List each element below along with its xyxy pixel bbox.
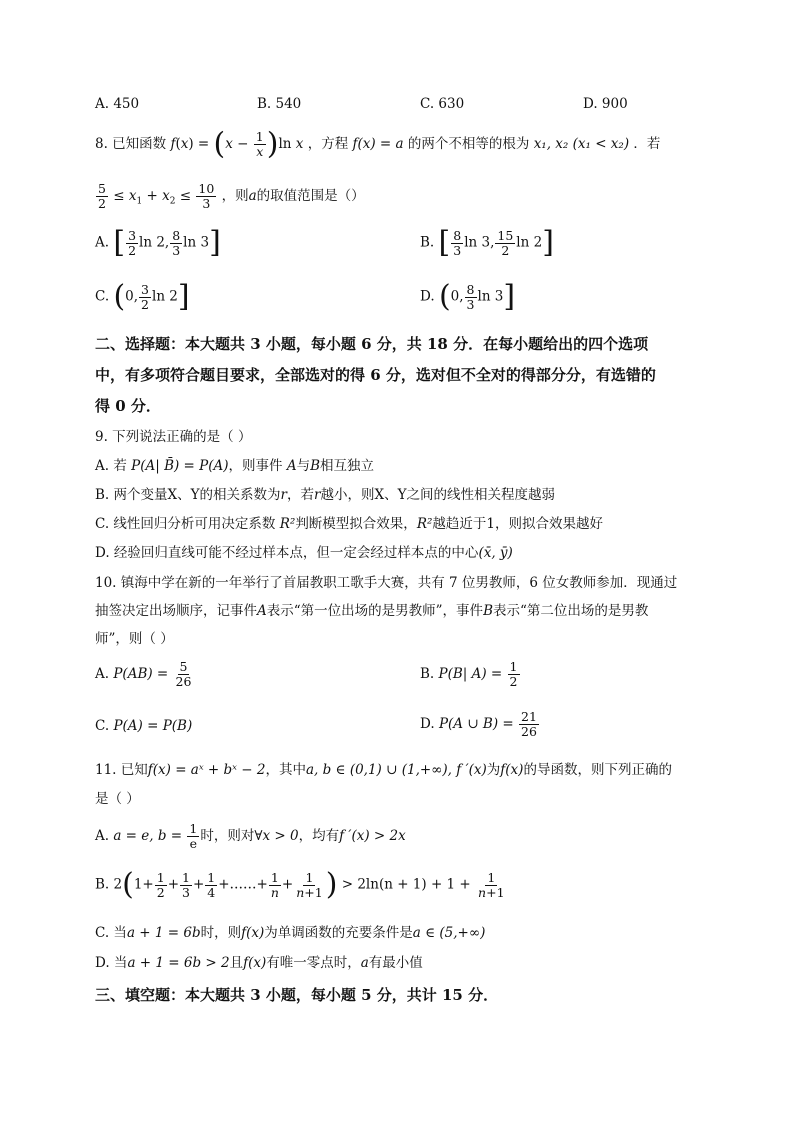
q11-func: f(x) = aˣ + bˣ − 2 — [147, 762, 266, 778]
q11-b-coef: 2 — [113, 876, 123, 893]
q11-a-forall: ∀x > 0 — [254, 828, 299, 844]
q11-c-set: a ∈ (5,+∞) — [412, 925, 486, 941]
q10-line1: 10. 镇海中学在新的一年举行了首届教职工歌手大赛，共有 7 位男教师，6 位女教师参加．现通过 — [95, 575, 678, 591]
q10-d-den: 26 — [521, 724, 537, 739]
q8-text1: ，方程 — [307, 136, 349, 152]
q9-c-r2: R² — [279, 516, 296, 532]
q9-a-expr: P(A| B̄) = P(A) — [131, 458, 229, 474]
q10-c-lhs: P(A) = P(B) — [113, 718, 193, 734]
q10-d-lhs: P(A ∪ B) = — [438, 716, 514, 732]
q9-option-d[interactable] — [95, 544, 513, 562]
q11-c-pre: C. 当 — [95, 925, 127, 941]
q10-b-label: B. — [420, 666, 435, 682]
q11-a-ineq: f ′(x) > 2x — [339, 828, 406, 844]
q11-option-d[interactable] — [95, 954, 423, 972]
q10-b-den: 2 — [509, 674, 518, 689]
q10-line2-c: 表示“第一位出场的是男教师”，事件 — [266, 603, 484, 619]
q8-option-d[interactable]: D. (0, $\frac{8}{3}$ ln 3] — [420, 279, 516, 314]
q8-condition: $\frac{5}{2}$ ≤ $x_1 + x_2$ ≤ $\frac{10}{3}$ ，则a的取值范围是（） — [98, 181, 365, 211]
q10-a-den: 26 — [175, 674, 192, 689]
q11-a-label: A. — [95, 828, 110, 844]
q8-option-d-label: D. — [420, 288, 435, 305]
q7-option-a[interactable]: A. 450 — [95, 96, 140, 112]
q9-option-a[interactable] — [95, 457, 374, 475]
q8-text5: 的取值范围是（） — [256, 188, 365, 204]
q11-post: 的导函数，则下列正确的 — [523, 762, 672, 778]
q10-line2-a: 抽签决定出场顺序，记事件 — [95, 603, 257, 619]
q8-option-a-label: A. — [95, 234, 110, 251]
q11-c-cond: a + 1 = 6b — [126, 925, 201, 941]
q9-a-post: 相互独立 — [320, 458, 374, 474]
q11-c-mid: 时，则 — [200, 925, 242, 941]
q11-d-mid2: 有唯一零点时， — [266, 955, 361, 971]
section2-line1: 二、选择题：本大题共 3 小题，每小题 6 分，共 18 分．在每小题给出的四个选项 — [95, 335, 649, 353]
q9-option-c[interactable]: C. 线性回归分析可用决定系数 R²判断模型拟合效果，R²越趋近于1，则拟合效果越好 — [95, 516, 603, 532]
q9-a-e2: B — [310, 458, 320, 474]
section2-line2: 中，有多项符合题目要求，全部选对的得 6 分，选对但不全对的得部分分，有选错的 — [95, 366, 656, 384]
q7-option-c[interactable]: C. 630 — [420, 96, 465, 112]
q10-a-lhs: P(AB) = — [113, 666, 169, 682]
q10-c-label: C. — [95, 718, 110, 734]
q11-line2: 是（ ） — [95, 791, 140, 807]
q9-b-pre: B. 两个变量X、Y的相关系数为 — [95, 487, 281, 503]
q10-line3: 师”，则（ ） — [95, 631, 174, 647]
q9-c-pre: C. 线性回归分析可用决定系数 — [95, 516, 276, 532]
q10-option-b[interactable] — [420, 660, 521, 689]
q8-var: a — [248, 188, 257, 204]
q9-b-mid: ，若 — [287, 487, 314, 503]
q11-a-mid: 时，则对 — [200, 828, 255, 844]
q10-option-a[interactable] — [95, 660, 194, 689]
q9-a-e1: A — [286, 458, 297, 474]
q10-b-lhs: P(B| A) = — [438, 666, 503, 682]
q9-a-mid: ，则事件 — [228, 458, 283, 474]
q11-deriv: f ′(x) — [456, 762, 487, 778]
q9-option-b[interactable]: B. 两个变量X、Y的相关系数为r，若r越小，则X、Y之间的线性相关程度越弱 — [95, 487, 555, 503]
q11-cond: a, b ∈ (0,1) ∪ (1,+∞), — [305, 762, 452, 778]
q8-stem: 8. 已知函数 f(x) = (x − $\frac{1}{x}$ )ln x ，方程 f(x) = a 的两个不相等的根为 x₁, x₂ (x₁ < x₂) ．若 — [95, 126, 661, 162]
q11-a-expr: a = e, b = — [113, 828, 183, 844]
q9-a-pre: A. 若 — [95, 458, 127, 474]
q10-event-b: B — [483, 603, 493, 619]
q7-option-b[interactable]: B. 540 — [257, 96, 302, 112]
q8-number: 8. 已知函数 — [95, 136, 167, 152]
q10-b-num: 1 — [509, 659, 518, 674]
q10-d-label: D. — [420, 716, 435, 732]
q9-d-expr: (x̄, ȳ) — [478, 545, 513, 561]
q11-pre: 11. 已知 — [95, 762, 148, 778]
q11-d-cond: a + 1 = 6b > 2 — [127, 955, 230, 971]
q11-a-num: 1 — [189, 821, 198, 836]
q9-b-post: 越小，则X、Y之间的线性相关程度越弱 — [320, 487, 555, 503]
q8-text3: ．若 — [633, 136, 661, 152]
q8-text2: 的两个不相等的根为 — [407, 136, 530, 152]
q10-option-d[interactable] — [420, 710, 540, 739]
q10-d-num: 21 — [521, 709, 537, 724]
q11-mid: ，其中 — [265, 762, 306, 778]
q7-option-d[interactable]: D. 900 — [583, 96, 628, 112]
q8-fraction: $\frac{1}{x}$ — [255, 129, 264, 159]
q11-d-var: a — [360, 955, 369, 971]
q8-option-b-label: B. — [420, 234, 435, 251]
section2-line3: 得 0 分． — [95, 397, 161, 415]
q11-d-fx: f(x) — [243, 955, 267, 971]
q9-stem: 9. 下列说法正确的是（ ） — [95, 429, 252, 445]
q11-b-ineq: > 2ln(n + 1) + 1 + — [341, 876, 471, 893]
q8-option-b[interactable]: B. [ $\frac{8}{3}$ ln 3, $\frac{15}{2}$ ln 2] — [420, 225, 554, 260]
q11-a-den: e — [189, 836, 198, 851]
q9-c-post: 越趋近于1，则拟合效果越好 — [432, 516, 603, 532]
q10-a-label: A. — [95, 666, 110, 682]
q11-option-a[interactable] — [95, 822, 406, 851]
q8-text4: ，则 — [221, 188, 249, 204]
q11-mid2: 为 — [486, 762, 501, 778]
q10-event-a: A — [257, 603, 267, 619]
q10-a-num: 5 — [179, 659, 188, 674]
q11-a-mid2: ，均有 — [298, 828, 340, 844]
q11-d-mid: 且 — [229, 955, 244, 971]
q11-option-b[interactable]: B. 2(1+ $\frac{1}{2}$ + $\frac{1}{3}$ + $\frac{1}{4}$ +……+ $\frac{1}{n}$ + $\frac{1}{n+1}$ ) > 2ln(n + 1) + 1 + $\frac{1}{n+1}$ — [95, 867, 505, 902]
q10-line2 — [95, 602, 648, 620]
q8-equation: f(x) = a — [352, 136, 404, 152]
q11-d-pre: D. 当 — [95, 955, 128, 971]
q11-c-fx: f(x) — [241, 925, 265, 941]
q10-line2-e: 表示“第二位出场的是男教 — [492, 603, 649, 619]
q10-option-c[interactable] — [95, 718, 192, 734]
q8-option-a[interactable]: A. [ $\frac{3}{2}$ ln 2, $\frac{8}{3}$ ln 3] — [95, 225, 221, 260]
section3-heading: 三、填空题：本大题共 3 小题，每小题 5 分，共计 15 分． — [95, 986, 499, 1004]
q11-stem — [95, 761, 672, 779]
q9-c-mid: 判断模型拟合效果， — [295, 516, 417, 532]
q9-b-var: r — [280, 487, 287, 503]
q11-d-post: 有最小值 — [368, 955, 423, 971]
q8-option-c-label: C. — [95, 288, 110, 305]
q9-a-and: 与 — [296, 458, 311, 474]
q9-d-pre: D. 经验回归直线可能不经过样本点，但一定会经过样本点的中心 — [95, 545, 479, 561]
q11-option-c[interactable] — [95, 924, 485, 942]
q11-fx: f(x) — [500, 762, 524, 778]
q8-func: f — [170, 136, 176, 152]
q11-b-label: B. — [95, 876, 110, 893]
q8-roots: x₁, x₂ (x₁ < x₂) — [533, 136, 630, 152]
q8-option-c[interactable]: C. (0, $\frac{3}{2}$ ln 2] — [95, 279, 190, 314]
q11-c-mid2: 为单调函数的充要条件是 — [264, 925, 413, 941]
